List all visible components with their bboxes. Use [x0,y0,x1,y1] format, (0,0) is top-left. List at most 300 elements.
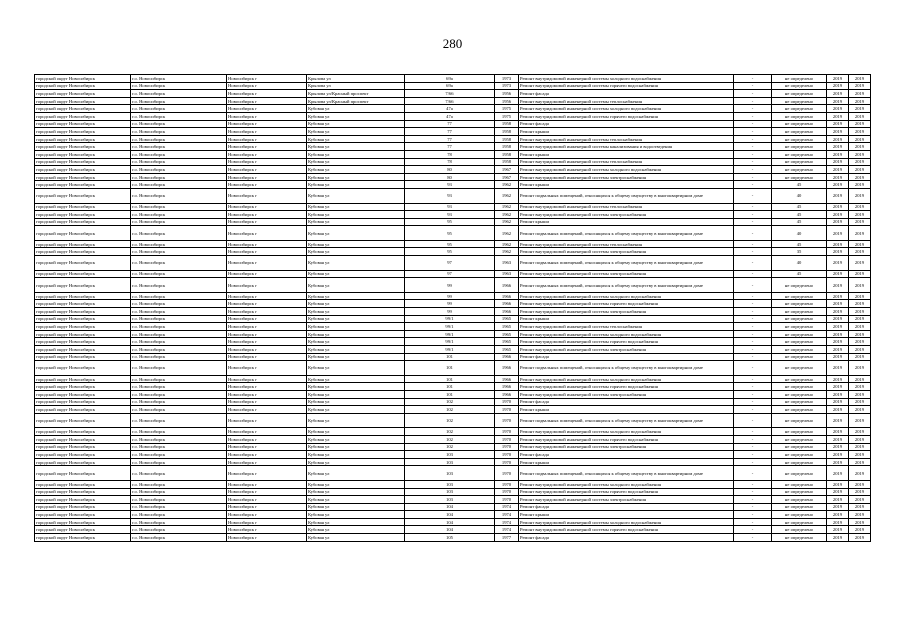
district-cell: г.о. Новосибирск [131,375,227,383]
house-cell: 104 [405,518,495,526]
district-cell: г.о. Новосибирск [131,406,227,414]
plan-start-cell: 2019 [827,451,849,459]
work-type-cell: Ремонт подвальных помещений, относящихся к общему имуществу в многоквартирном доме [519,361,734,376]
year-built-cell: 1970 [495,413,519,428]
settlement-cell: Новосибирск г [227,112,307,120]
cost-cell: 40 [772,188,827,203]
year-built-cell: 1962 [495,181,519,189]
settlement-cell: Новосибирск г [227,511,307,519]
cost-cell: не определено [772,390,827,398]
municipality-cell: городской округ Новосибирск [35,166,131,174]
plan-end-cell: 2019 [849,135,871,143]
dash-cell: - [734,435,772,443]
work-type-cell: Ремонт подвальных помещений, относящихся к общему имуществу в многоквартирном доме [519,188,734,203]
district-cell: г.о. Новосибирск [131,496,227,504]
work-type-cell: Ремонт подвальных помещений, относящихся к общему имуществу в многоквартирном доме [519,466,734,481]
plan-start-cell: 2019 [827,406,849,414]
cost-cell: не определено [772,480,827,488]
settlement-cell: Новосибирск г [227,75,307,83]
dash-cell: - [734,300,772,308]
cost-cell: не определено [772,534,827,542]
plan-end-cell: 2019 [849,173,871,181]
cost-cell: не определено [772,315,827,323]
street-cell: Кубовая ул [307,270,405,278]
dash-cell: - [734,466,772,481]
work-type-cell: Ремонт внутридомовой инженерной системы электроснабжения [519,270,734,278]
district-cell: г.о. Новосибирск [131,292,227,300]
year-built-cell: 1967 [495,173,519,181]
settlement-cell: Новосибирск г [227,128,307,136]
table-row [35,451,871,459]
year-built-cell: 1958 [495,120,519,128]
year-built-cell: 1974 [495,518,519,526]
work-type-cell: Ремонт внутридомовой инженерной системы теплоснабжения [519,135,734,143]
cost-cell: 40 [772,226,827,241]
table-row [35,128,871,136]
plan-end-cell: 2019 [849,150,871,158]
plan-end-cell: 2019 [849,526,871,534]
cost-cell: не определено [772,90,827,98]
dash-cell: - [734,218,772,226]
year-built-cell: 1970 [495,398,519,406]
table-row [35,480,871,488]
year-built-cell: 1966 [495,292,519,300]
table-row [35,466,871,481]
year-built-cell: 1967 [495,166,519,174]
plan-end-cell: 2019 [849,82,871,90]
dash-cell: - [734,248,772,256]
house-cell: 78 [405,158,495,166]
settlement-cell: Новосибирск г [227,226,307,241]
dash-cell: - [734,428,772,436]
year-built-cell: 1963 [495,256,519,271]
municipality-cell: городской округ Новосибирск [35,105,131,113]
cost-cell: не определено [772,112,827,120]
district-cell: г.о. Новосибирск [131,105,227,113]
house-cell: 105 [405,534,495,542]
cost-cell: не определено [772,398,827,406]
district-cell: г.о. Новосибирск [131,315,227,323]
year-built-cell: 1974 [495,511,519,519]
street-cell: Кубовая ул [307,256,405,271]
settlement-cell: Новосибирск г [227,82,307,90]
cost-cell: не определено [772,166,827,174]
plan-start-cell: 2019 [827,128,849,136]
work-type-cell: Ремонт фасада [519,451,734,459]
work-type-cell: Ремонт фасада [519,398,734,406]
dash-cell: - [734,135,772,143]
dash-cell: - [734,323,772,331]
work-type-cell: Ремонт фасада [519,503,734,511]
table-row [35,526,871,534]
cost-cell: 45 [772,270,827,278]
house-cell: 102 [405,398,495,406]
year-built-cell: 1965 [495,315,519,323]
district-cell: г.о. Новосибирск [131,90,227,98]
year-built-cell: 1958 [495,158,519,166]
district-cell: г.о. Новосибирск [131,188,227,203]
dash-cell: - [734,240,772,248]
year-built-cell: 1962 [495,218,519,226]
street-cell: Кубовая ул [307,128,405,136]
house-cell: 69а [405,82,495,90]
plan-end-cell: 2019 [849,166,871,174]
district-cell: г.о. Новосибирск [131,173,227,181]
work-type-cell: Ремонт крыши [519,218,734,226]
plan-start-cell: 2019 [827,211,849,219]
district-cell: г.о. Новосибирск [131,211,227,219]
plan-start-cell: 2019 [827,256,849,271]
house-cell: 78 [405,150,495,158]
plan-end-cell: 2019 [849,300,871,308]
cost-cell: не определено [772,361,827,376]
year-built-cell: 1965 [495,346,519,354]
house-cell: 102 [405,443,495,451]
district-cell: г.о. Новосибирск [131,240,227,248]
district-cell: г.о. Новосибирск [131,413,227,428]
table-row [35,390,871,398]
table-row [35,503,871,511]
cost-cell: не определено [772,435,827,443]
settlement-cell: Новосибирск г [227,346,307,354]
dash-cell: - [734,526,772,534]
municipality-cell: городской округ Новосибирск [35,406,131,414]
municipality-cell: городской округ Новосибирск [35,534,131,542]
work-type-cell: Ремонт внутридомовой инженерной системы горячего водоснабжения [519,435,734,443]
work-type-cell: Ремонт фасада [519,353,734,361]
plan-end-cell: 2019 [849,496,871,504]
work-type-cell: Ремонт внутридомовой инженерной системы холодного водоснабжения [519,75,734,83]
settlement-cell: Новосибирск г [227,428,307,436]
plan-start-cell: 2019 [827,480,849,488]
work-type-cell: Ремонт внутридомовой инженерной системы горячего водоснабжения [519,488,734,496]
plan-start-cell: 2019 [827,458,849,466]
settlement-cell: Новосибирск г [227,203,307,211]
work-type-cell: Ремонт внутридомовой инженерной системы электроснабжения [519,443,734,451]
municipality-cell: городской округ Новосибирск [35,338,131,346]
street-cell: Кубовая ул [307,534,405,542]
table-row [35,308,871,316]
settlement-cell: Новосибирск г [227,390,307,398]
year-built-cell: 1965 [495,330,519,338]
work-type-cell: Ремонт крыши [519,458,734,466]
cost-cell: не определено [772,158,827,166]
municipality-cell: городской округ Новосибирск [35,346,131,354]
work-type-cell: Ремонт подвальных помещений, относящихся к общему имуществу в многоквартирном доме [519,226,734,241]
dash-cell: - [734,534,772,542]
work-type-cell: Ремонт внутридомовой инженерной системы электроснабжения [519,211,734,219]
municipality-cell: городской округ Новосибирск [35,90,131,98]
settlement-cell: Новосибирск г [227,518,307,526]
settlement-cell: Новосибирск г [227,308,307,316]
plan-end-cell: 2019 [849,188,871,203]
house-cell: 104 [405,503,495,511]
plan-end-cell: 2019 [849,398,871,406]
street-cell: Кубовая ул [307,300,405,308]
plan-end-cell: 2019 [849,112,871,120]
work-type-cell: Ремонт внутридомовой инженерной системы холодного водоснабжения [519,375,734,383]
work-type-cell: Ремонт фасада [519,120,734,128]
district-cell: г.о. Новосибирск [131,226,227,241]
settlement-cell: Новосибирск г [227,480,307,488]
municipality-cell: городской округ Новосибирск [35,466,131,481]
year-built-cell: 1958 [495,128,519,136]
plan-end-cell: 2019 [849,383,871,391]
house-cell: 102 [405,428,495,436]
plan-start-cell: 2019 [827,292,849,300]
street-cell: Кубовая ул [307,105,405,113]
work-type-cell: Ремонт крыши [519,511,734,519]
house-cell: 77 [405,143,495,151]
work-type-cell: Ремонт внутридомовой инженерной системы горячего водоснабжения [519,300,734,308]
plan-start-cell: 2019 [827,488,849,496]
year-built-cell: 1962 [495,248,519,256]
work-type-cell: Ремонт внутридомовой инженерной системы теплоснабжения [519,203,734,211]
street-cell: Кубовая ул [307,466,405,481]
plan-start-cell: 2019 [827,443,849,451]
dash-cell: - [734,278,772,293]
district-cell: г.о. Новосибирск [131,534,227,542]
year-built-cell: 1966 [495,308,519,316]
municipality-cell: городской округ Новосибирск [35,390,131,398]
street-cell: Кубовая ул [307,458,405,466]
plan-start-cell: 2019 [827,150,849,158]
plan-start-cell: 2019 [827,188,849,203]
cost-cell: не определено [772,323,827,331]
plan-start-cell: 2019 [827,135,849,143]
dash-cell: - [734,308,772,316]
street-cell: Кубовая ул [307,226,405,241]
table-row [35,248,871,256]
street-cell: Кубовая ул [307,488,405,496]
street-cell: Кубовая ул [307,120,405,128]
settlement-cell: Новосибирск г [227,496,307,504]
plan-end-cell: 2019 [849,451,871,459]
table-row [35,398,871,406]
municipality-cell: городской округ Новосибирск [35,203,131,211]
dash-cell: - [734,361,772,376]
street-cell: Кубовая ул [307,218,405,226]
district-cell: г.о. Новосибирск [131,256,227,271]
municipality-cell: городской округ Новосибирск [35,443,131,451]
dash-cell: - [734,270,772,278]
cost-cell: не определено [772,496,827,504]
street-cell: Кубовая ул [307,526,405,534]
table-row [35,90,871,98]
plan-end-cell: 2019 [849,90,871,98]
plan-start-cell: 2019 [827,173,849,181]
settlement-cell: Новосибирск г [227,278,307,293]
settlement-cell: Новосибирск г [227,488,307,496]
plan-end-cell: 2019 [849,488,871,496]
year-built-cell: 1956 [495,90,519,98]
year-built-cell: 1975 [495,112,519,120]
dash-cell: - [734,346,772,354]
district-cell: г.о. Новосибирск [131,143,227,151]
table-row [35,158,871,166]
table-row [35,338,871,346]
dash-cell: - [734,105,772,113]
table-row [35,278,871,293]
house-cell: 99 [405,278,495,293]
settlement-cell: Новосибирск г [227,526,307,534]
plan-start-cell: 2019 [827,338,849,346]
dash-cell: - [734,443,772,451]
table-row [35,406,871,414]
house-cell: 77 [405,128,495,136]
settlement-cell: Новосибирск г [227,353,307,361]
work-type-cell: Ремонт внутридомовой инженерной системы горячего водоснабжения [519,112,734,120]
year-built-cell: 1962 [495,203,519,211]
street-cell: Кубовая ул [307,278,405,293]
district-cell: г.о. Новосибирск [131,458,227,466]
plan-end-cell: 2019 [849,75,871,83]
house-cell: 99 [405,308,495,316]
year-built-cell: 1966 [495,353,519,361]
plan-end-cell: 2019 [849,458,871,466]
house-cell: 99 [405,300,495,308]
district-cell: г.о. Новосибирск [131,398,227,406]
dash-cell: - [734,383,772,391]
street-cell: Кубовая ул [307,308,405,316]
house-cell: 99/1 [405,323,495,331]
plan-end-cell: 2019 [849,323,871,331]
plan-end-cell: 2019 [849,226,871,241]
plan-start-cell: 2019 [827,534,849,542]
dash-cell: - [734,353,772,361]
settlement-cell: Новосибирск г [227,97,307,105]
settlement-cell: Новосибирск г [227,443,307,451]
municipality-cell: городской округ Новосибирск [35,300,131,308]
municipality-cell: городской округ Новосибирск [35,511,131,519]
work-type-cell: Ремонт внутридомовой инженерной системы холодного водоснабжения [519,166,734,174]
table-row [35,203,871,211]
municipality-cell: городской округ Новосибирск [35,435,131,443]
house-cell: 7/66 [405,97,495,105]
table-row [35,292,871,300]
cost-cell: не определено [772,526,827,534]
house-cell: 103 [405,488,495,496]
cost-cell: не определено [772,413,827,428]
district-cell: г.о. Новосибирск [131,346,227,354]
district-cell: г.о. Новосибирск [131,203,227,211]
work-type-cell: Ремонт крыши [519,128,734,136]
plan-end-cell: 2019 [849,105,871,113]
plan-end-cell: 2019 [849,218,871,226]
table-row [35,488,871,496]
year-built-cell: 1966 [495,361,519,376]
dash-cell: - [734,458,772,466]
street-cell: Кубовая ул [307,353,405,361]
settlement-cell: Новосибирск г [227,315,307,323]
settlement-cell: Новосибирск г [227,323,307,331]
street-cell: Кубовая ул [307,406,405,414]
dash-cell: - [734,375,772,383]
dash-cell: - [734,166,772,174]
district-cell: г.о. Новосибирск [131,150,227,158]
year-built-cell: 1966 [495,278,519,293]
table-row [35,82,871,90]
plan-start-cell: 2019 [827,120,849,128]
work-type-cell: Ремонт крыши [519,150,734,158]
work-type-cell: Ремонт внутридомовой инженерной системы горячего водоснабжения [519,338,734,346]
year-built-cell: 1970 [495,458,519,466]
house-cell: 47а [405,105,495,113]
municipality-cell: городской округ Новосибирск [35,226,131,241]
dash-cell: - [734,503,772,511]
street-cell: Кубовая ул [307,292,405,300]
dash-cell: - [734,406,772,414]
street-cell: Кубовая ул [307,203,405,211]
house-cell: 69а [405,75,495,83]
settlement-cell: Новосибирск г [227,218,307,226]
municipality-cell: городской округ Новосибирск [35,451,131,459]
municipality-cell: городской округ Новосибирск [35,181,131,189]
table-row [35,353,871,361]
dash-cell: - [734,158,772,166]
plan-end-cell: 2019 [849,361,871,376]
house-cell: 93 [405,211,495,219]
plan-end-cell: 2019 [849,248,871,256]
plan-start-cell: 2019 [827,518,849,526]
house-cell: 101 [405,383,495,391]
cost-cell: не определено [772,353,827,361]
table-row [35,188,871,203]
cost-cell: не определено [772,300,827,308]
dash-cell: - [734,480,772,488]
table-row [35,105,871,113]
dash-cell: - [734,143,772,151]
year-built-cell: 1975 [495,105,519,113]
settlement-cell: Новосибирск г [227,503,307,511]
street-cell: Кубовая ул [307,428,405,436]
work-type-cell: Ремонт фасада [519,534,734,542]
work-type-cell: Ремонт подвальных помещений, относящихся к общему имуществу в многоквартирном доме [519,278,734,293]
work-type-cell: Ремонт внутридомовой инженерной системы электроснабжения [519,248,734,256]
cost-cell: не определено [772,150,827,158]
municipality-cell: городской округ Новосибирск [35,278,131,293]
plan-end-cell: 2019 [849,480,871,488]
district-cell: г.о. Новосибирск [131,270,227,278]
table-row [35,346,871,354]
cost-cell: 35 [772,248,827,256]
settlement-cell: Новосибирск г [227,188,307,203]
dash-cell: - [734,150,772,158]
district-cell: г.о. Новосибирск [131,128,227,136]
plan-end-cell: 2019 [849,240,871,248]
house-cell: 102 [405,435,495,443]
table-row [35,375,871,383]
plan-end-cell: 2019 [849,278,871,293]
street-cell: Кубовая ул [307,435,405,443]
plan-end-cell: 2019 [849,435,871,443]
district-cell: г.о. Новосибирск [131,308,227,316]
municipality-cell: городской округ Новосибирск [35,240,131,248]
work-type-cell: Ремонт внутридомовой инженерной системы горячего водоснабжения [519,82,734,90]
dash-cell: - [734,488,772,496]
plan-start-cell: 2019 [827,496,849,504]
house-cell: 93 [405,181,495,189]
cost-cell: не определено [772,518,827,526]
house-cell: 101 [405,390,495,398]
house-cell: 7/66 [405,90,495,98]
year-built-cell: 1962 [495,211,519,219]
cost-cell: 45 [772,203,827,211]
cost-cell: не определено [772,338,827,346]
street-cell: Кубовая ул [307,375,405,383]
house-cell: 77 [405,135,495,143]
work-type-cell: Ремонт внутридомовой инженерной системы горячего водоснабжения [519,526,734,534]
